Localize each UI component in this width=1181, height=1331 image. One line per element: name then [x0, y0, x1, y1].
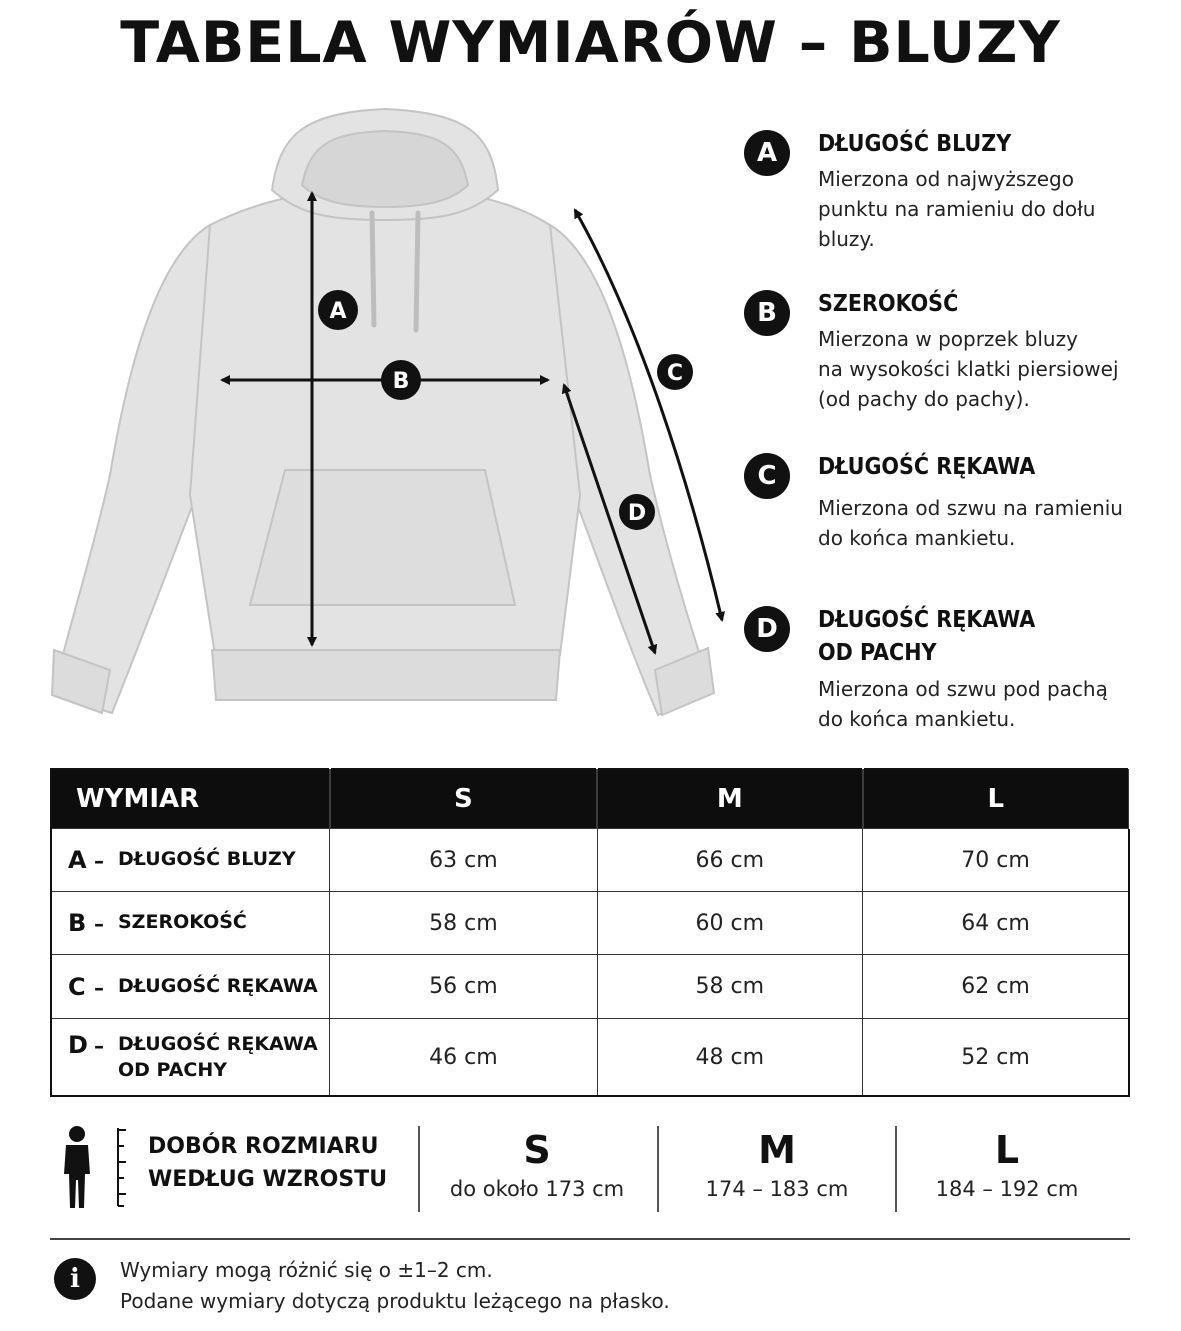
legend-badge: D	[744, 606, 790, 652]
legend-desc: Mierzona od szwu pod pachą do końca mankietu.	[818, 677, 1108, 731]
legend-badge: B	[744, 290, 790, 336]
dimension-dash: –	[94, 849, 104, 874]
dimension-dash: –	[94, 975, 104, 1000]
header-size-m: M	[597, 769, 862, 829]
value-cell: 66 cm	[597, 829, 862, 892]
height-size-range: 174 – 183 cm	[705, 1177, 849, 1201]
height-guide	[50, 1118, 1130, 1218]
page-title: TABELA WYMIARÓW – BLUZY	[120, 10, 1061, 76]
height-size-m	[667, 1126, 887, 1204]
legend-desc: Mierzona od najwyższego punktu na ramieniu do dołu bluzy.	[818, 167, 1096, 251]
height-size-label: L	[994, 1128, 1020, 1172]
value-cell: 58 cm	[330, 892, 597, 955]
divider	[50, 1238, 1130, 1240]
legend-title: DŁUGOŚĆ RĘKAWA	[818, 454, 1036, 480]
value-cell: 63 cm	[330, 829, 597, 892]
height-size-label: S	[523, 1128, 551, 1172]
size-table	[50, 768, 1130, 1097]
height-size-range: 184 – 192 cm	[935, 1177, 1079, 1201]
dimension-dash: –	[94, 912, 104, 937]
divider	[657, 1126, 659, 1212]
marker-b-label: B	[392, 369, 410, 394]
table-row	[51, 829, 1129, 892]
note-line-1: Wymiary mogą różnić się o ±1–2 cm.	[120, 1258, 493, 1282]
value-cell: 56 cm	[330, 955, 597, 1019]
dimension-name: SZEROKOŚĆ	[118, 911, 247, 934]
value-cell: 64 cm	[863, 892, 1129, 955]
value-cell: 52 cm	[863, 1019, 1129, 1096]
marker-d-label: D	[627, 501, 647, 526]
legend-desc: Mierzona od szwu na ramieniu do końca mankietu.	[818, 496, 1123, 550]
dimension-name: DŁUGOŚĆ BLUZY	[118, 848, 296, 871]
table-row	[51, 1019, 1129, 1096]
dimension-cell	[51, 892, 330, 955]
table-row	[51, 955, 1129, 1019]
dimension-name: DŁUGOŚĆ RĘKAWA	[118, 974, 318, 997]
height-size-label: M	[758, 1128, 796, 1172]
legend-badge: C	[744, 453, 790, 499]
hoodie-illustration	[52, 109, 714, 715]
legend-badge: A	[744, 130, 790, 176]
dimension-cell	[51, 829, 330, 892]
header-dimension: WYMIAR	[51, 769, 330, 829]
hoodie-diagram	[40, 95, 740, 725]
height-size-l	[897, 1126, 1117, 1204]
legend-title: DŁUGOŚĆ BLUZY	[818, 131, 1012, 157]
marker-a-label: A	[329, 299, 347, 324]
value-cell: 60 cm	[597, 892, 862, 955]
dimension-letter: D	[68, 1031, 88, 1060]
header-size-l: L	[863, 769, 1129, 829]
dimension-cell	[51, 1019, 330, 1096]
dimension-cell	[51, 955, 330, 1019]
value-cell: 58 cm	[597, 955, 862, 1019]
legend-title: DŁUGOŚĆ RĘKAWA OD PACHY	[818, 607, 1036, 666]
dimension-letter: A	[68, 846, 87, 875]
person-height-icon	[60, 1124, 140, 1210]
header-size-s: S	[330, 769, 597, 829]
value-cell: 62 cm	[863, 955, 1129, 1019]
legend-desc: Mierzona w poprzek bluzy na wysokości klatki piersiowej (od pachy do pachy).	[818, 327, 1119, 411]
height-size-s	[427, 1126, 647, 1204]
info-icon: i	[54, 1258, 96, 1300]
height-guide-label-line2: WEDŁUG WZROSTU	[148, 1167, 388, 1192]
note-line-2: Podane wymiary dotyczą produktu leżącego na płasko.	[120, 1289, 670, 1313]
value-cell: 70 cm	[863, 829, 1129, 892]
legend-title: SZEROKOŚĆ	[818, 291, 959, 317]
dimension-letter: B	[68, 909, 87, 938]
height-guide-label-line1: DOBÓR ROZMIARU	[148, 1134, 379, 1159]
value-cell: 46 cm	[330, 1019, 597, 1096]
divider	[418, 1126, 420, 1212]
height-guide-label	[148, 1130, 387, 1196]
marker-c-label: C	[666, 361, 684, 386]
table-header-row	[51, 769, 1129, 829]
height-size-range: do około 173 cm	[449, 1177, 625, 1201]
table-row	[51, 892, 1129, 955]
value-cell: 48 cm	[597, 1019, 862, 1096]
dimension-dash: –	[94, 1034, 104, 1059]
dimension-name: DŁUGOŚĆ RĘKAWA OD PACHY	[118, 1033, 318, 1082]
dimension-letter: C	[68, 972, 86, 1001]
